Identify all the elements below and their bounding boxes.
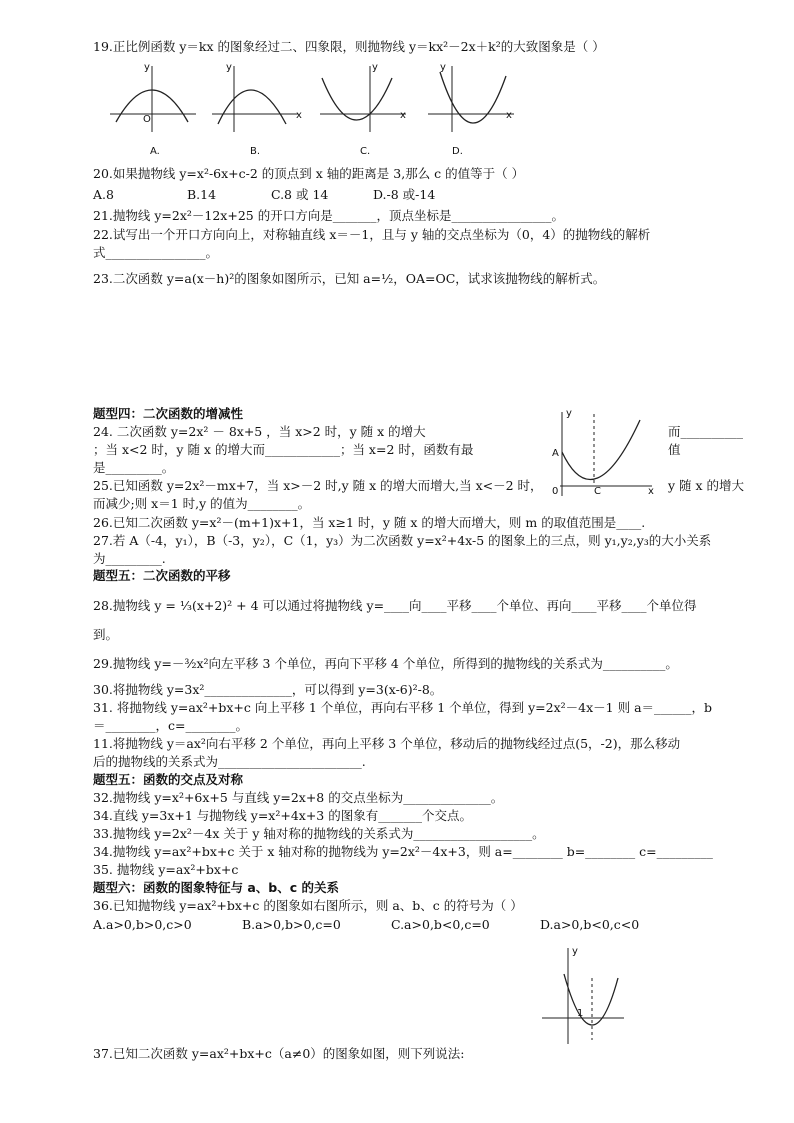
q19-option-c: C. bbox=[360, 146, 371, 157]
q25-line1: 25.已知函数 y=2x²－mx+7，当 x>－2 时,y 随 x 的增大而增大,当 x<－2 时， bbox=[93, 478, 543, 493]
section5b-heading: 题型五：函数的交点及对称 bbox=[93, 772, 244, 787]
q19-graph-c bbox=[318, 62, 410, 134]
q25-line2: 而减少;则 x＝1 时,y 的值为________。 bbox=[93, 496, 311, 511]
q36-option-a: A.a>0,b>0,c>0 bbox=[93, 917, 192, 932]
q34a-text: 34.直线 y=3x+1 与抛物线 y=x²+4x+3 的图象有_______个交点。 bbox=[93, 808, 472, 823]
q32-text: 32.抛物线 y=x²+6x+5 与直线 y=2x+8 的交点坐标为______________。 bbox=[93, 790, 504, 805]
q31-line2: ＝________，c=________。 bbox=[93, 718, 248, 733]
q19-graph-b bbox=[210, 62, 302, 134]
q24-zero-label: 0 bbox=[552, 486, 559, 497]
q11-line1: 11.将抛物线 y＝ax²向右平移 2 个单位，再向上平移 3 个单位，移动后的抛物线经过点(5，-2)，那么移动 bbox=[93, 736, 681, 751]
q34b-text: 34.抛物线 y=ax²+bx+c 关于 x 轴对称的抛物线为 y=2x²－4x+3，则 a=________ b=________ c=_________ bbox=[93, 844, 713, 859]
q19-c-x-label: x bbox=[400, 110, 406, 121]
q33-text: 33.抛物线 y=2x²－4x 关于 y 轴对称的抛物线的关系式为___________________。 bbox=[93, 826, 545, 841]
q36-options bbox=[93, 916, 754, 934]
q19-a-y-label: y bbox=[144, 62, 150, 73]
q19-option-b: B. bbox=[250, 146, 261, 157]
q28-line1: 28.抛物线 y = ⅓(x+2)² + 4 可以通过将抛物线 y=____向____平移____个单位、再向____平移____个单位得 bbox=[93, 598, 697, 613]
q24-x-label: x bbox=[648, 486, 654, 497]
q24-right2: 值 bbox=[668, 442, 681, 457]
q22-line1: 22.试写出一个开口方向向上，对称轴直线 x＝－1，且与 y 轴的交点坐标为（0，4）的抛物线的解析 bbox=[93, 227, 651, 242]
q20-option-d: D.-8 或-14 bbox=[372, 187, 436, 202]
section6-heading: 题型六：函数的图象特征与 a、b、c 的关系 bbox=[93, 880, 339, 895]
q26-text: 26.已知二次函数 y=x²－(m+1)x+1，当 x≥1 时，y 随 x 的增大而增大，则 m 的取值范围是____. bbox=[93, 515, 646, 530]
q19-graph-a bbox=[108, 62, 200, 134]
q36-option-d: D.a>0,b<0,c<0 bbox=[539, 917, 640, 932]
section4-heading: 题型四：二次函数的增减性 bbox=[93, 406, 244, 421]
q19-d-y-label: y bbox=[440, 62, 446, 73]
q27-line1: 27.若 A（-4，y₁），B（-3，y₂），C（1，y₃）为二次函数 y=x²+4x-5 的图象上的三点，则 y₁,y₂,y₃的大小关系 bbox=[93, 533, 712, 548]
q24-y-label: y bbox=[566, 408, 572, 419]
section5a-heading: 题型五：二次函数的平移 bbox=[93, 568, 231, 583]
q19-option-a: A. bbox=[150, 146, 160, 157]
q36-option-c: C.a>0,b<0,c=0 bbox=[390, 917, 490, 932]
q37-text: 37.已知二次函数 y=ax²+bx+c（a≠0）的图象如图，则下列说法: bbox=[93, 1046, 465, 1061]
q25-right: y 随 x 的增大 bbox=[668, 478, 745, 493]
q24-line3: 是_________。 bbox=[93, 460, 175, 475]
q22-line2: 式________________。 bbox=[93, 245, 219, 260]
q35-text: 35. 抛物线 y=ax²+bx+c bbox=[93, 862, 239, 877]
q19-option-d: D. bbox=[452, 146, 463, 157]
q31-line1: 31. 将抛物线 y=ax²+bx+c 向上平移 1 个单位，再向右平移 1 个单位，得到 y=2x²－4x－1 则 a＝______，b bbox=[93, 700, 713, 715]
q19-text: 19.正比例函数 y＝kx 的图象经过二、四象限，则抛物线 y＝kx²－2x＋k²的大致图象是（ ） bbox=[93, 39, 605, 54]
q28-line2: 到。 bbox=[93, 627, 119, 642]
q24-a-label: A bbox=[552, 448, 559, 459]
q21-text: 21.抛物线 y=2x²－12x+25 的开口方向是_______，顶点坐标是________________。 bbox=[93, 208, 564, 223]
q11-line2: 后的抛物线的关系式为_______________________. bbox=[93, 754, 366, 769]
q19-c-y-label: y bbox=[372, 62, 378, 73]
q29-text: 29.抛物线 y=－³⁄₂x²向左平移 3 个单位，再向下平移 4 个单位，所得到的抛物线的关系式为__________。 bbox=[93, 656, 678, 671]
q20-options bbox=[93, 186, 754, 204]
q24-graph bbox=[548, 408, 658, 498]
q36-graph bbox=[538, 944, 628, 1048]
q24-right1: 而__________ bbox=[668, 424, 744, 439]
q30-text: 30.将抛物线 y=3x²______________，可以得到 y=3(x-6)²-8。 bbox=[93, 682, 443, 697]
q20-text: 20.如果抛物线 y=x²-6x+c-2 的顶点到 x 轴的距离是 3,那么 c 的值等于（ ） bbox=[93, 166, 525, 181]
q20-option-b: B.14 bbox=[186, 187, 217, 202]
q23-text: 23.二次函数 y=a(x－h)²的图象如图所示，已知 a=½，OA=OC，试求该抛物线的解析式。 bbox=[93, 271, 606, 286]
q19-a-o-label: O bbox=[143, 114, 151, 125]
q19-b-x-label: x bbox=[296, 110, 302, 121]
q20-option-c: C.8 或 14 bbox=[270, 187, 329, 202]
q24-line2: ；当 x<2 时，y 随 x 的增大而____________；当 x=2 时，函数有最 bbox=[93, 442, 474, 457]
q27-line2: 为_________. bbox=[93, 551, 166, 566]
q19-d-x-label: x bbox=[506, 110, 512, 121]
q36-y-label: y bbox=[572, 946, 578, 957]
q36-text: 36.已知抛物线 y=ax²+bx+c 的图象如右图所示，则 a、b、c 的符号为（ ） bbox=[93, 898, 523, 913]
q36-option-b: B.a>0,b>0,c=0 bbox=[241, 917, 341, 932]
q24-c-label: C bbox=[594, 486, 601, 497]
q19-b-y-label: y bbox=[226, 62, 232, 73]
q36-one-label: 1 bbox=[577, 1008, 584, 1019]
q20-option-a: A.8 bbox=[93, 187, 114, 202]
q24-line1: 24. 二次函数 y=2x² － 8x+5 ，当 x>2 时，y 随 x 的增大 bbox=[93, 424, 426, 439]
